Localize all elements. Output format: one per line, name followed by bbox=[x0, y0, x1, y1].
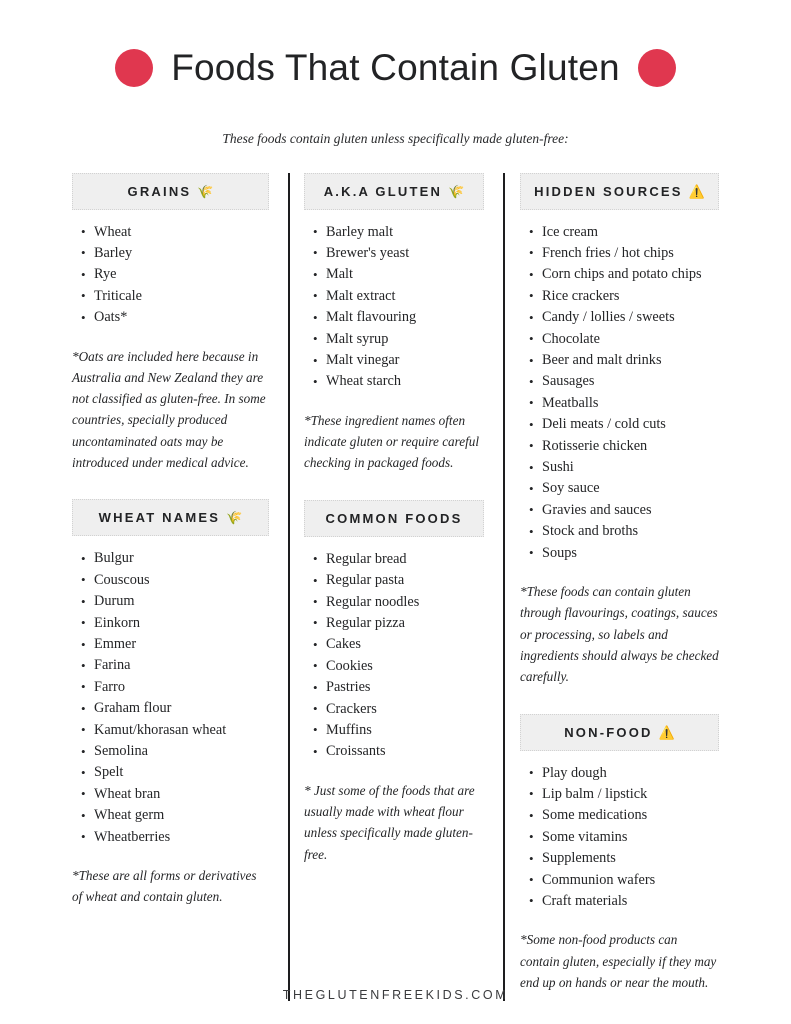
title-row bbox=[0, 22, 791, 114]
list-item: • Ice cream bbox=[542, 222, 719, 243]
list-item: • Spelt bbox=[94, 762, 269, 783]
section-aka-gluten bbox=[304, 173, 484, 474]
section-header-non-food bbox=[520, 714, 719, 751]
section-common-foods bbox=[304, 500, 484, 865]
page-title: Foods That Contain Gluten bbox=[171, 46, 620, 88]
list-item: • Communion wafers bbox=[542, 870, 719, 891]
section-wheat-names bbox=[72, 499, 269, 907]
note-aka-gluten: *These ingredient names often indicate gluten or require careful checking in packaged foods. bbox=[304, 412, 480, 471]
section-grains bbox=[72, 173, 269, 474]
list-item: • Wheat germ bbox=[94, 805, 269, 826]
list-item: • Crackers bbox=[326, 699, 484, 720]
list-aka-gluten bbox=[304, 222, 484, 393]
list-item: • Oats* bbox=[94, 307, 269, 328]
list-item: • Some medications bbox=[542, 805, 719, 826]
list-item: • Some vitamins bbox=[542, 827, 719, 848]
list-item: • Rotisserie chicken bbox=[542, 436, 719, 457]
list-item: • Bulgur bbox=[94, 548, 269, 569]
list-item: • Emmer bbox=[94, 634, 269, 655]
list-item: • Malt flavouring bbox=[326, 307, 484, 328]
list-non-food bbox=[520, 763, 719, 913]
list-item: • Wheatberries bbox=[94, 827, 269, 848]
list-item: • Malt extract bbox=[326, 286, 484, 307]
section-header-hidden-sources bbox=[520, 173, 719, 210]
list-item: • Einkorn bbox=[94, 613, 269, 634]
list-grains bbox=[72, 222, 269, 329]
section-title-hidden-sources: HIDDEN SOURCES bbox=[534, 183, 683, 199]
warning-triangle-icon: ⚠️ bbox=[688, 183, 705, 199]
list-item: • Semolina bbox=[94, 741, 269, 762]
list-item: • Corn chips and potato chips bbox=[542, 264, 719, 285]
section-title-wheat-names: WHEAT NAMES bbox=[98, 510, 221, 526]
section-non-food bbox=[520, 714, 719, 994]
section-header-common-foods bbox=[304, 500, 484, 537]
list-item: • Triticale bbox=[94, 286, 269, 307]
grain-sheaf-icon: 🌾 bbox=[448, 183, 465, 199]
list-item: • Meatballs bbox=[542, 393, 719, 414]
list-item: • Wheat starch bbox=[326, 371, 484, 392]
list-item: • Regular noodles bbox=[326, 592, 484, 613]
list-item: • Play dough bbox=[542, 763, 719, 784]
list-item: • Farro bbox=[94, 677, 269, 698]
footer-site-url: THEGLUTENFREEKIDS.COM bbox=[282, 988, 509, 1002]
list-item: • Barley malt bbox=[326, 222, 484, 243]
list-item: • Wheat bran bbox=[94, 784, 269, 805]
list-item: • Brewer's yeast bbox=[326, 243, 484, 264]
column-2 bbox=[287, 173, 502, 879]
list-item: • Deli meats / cold cuts bbox=[542, 414, 719, 435]
note-wheat-names: *These are all forms or derivatives of wheat and contain gluten. bbox=[72, 868, 257, 905]
list-item: • Beer and malt drinks bbox=[542, 350, 719, 371]
list-item: • Couscous bbox=[94, 570, 269, 591]
list-item: • Barley bbox=[94, 243, 269, 264]
list-item: • Cookies bbox=[326, 656, 484, 677]
list-item: • Sausages bbox=[542, 371, 719, 392]
list-item: • Rye bbox=[94, 264, 269, 285]
list-item: • Supplements bbox=[542, 848, 719, 869]
grain-sheaf-icon: 🌾 bbox=[197, 183, 214, 199]
list-item: • Croissants bbox=[326, 741, 484, 762]
column-3 bbox=[502, 173, 719, 1007]
columns-container bbox=[0, 173, 791, 1007]
list-item: • Stock and broths bbox=[542, 521, 719, 542]
red-circle-icon-left bbox=[115, 49, 153, 87]
section-header-aka-gluten bbox=[304, 173, 484, 210]
note-hidden-sources: *These foods can contain gluten through flavourings, coatings, sauces or processing, so labels and ingredients should always be checked carefully. bbox=[520, 584, 719, 685]
list-item: • Candy / lollies / sweets bbox=[542, 307, 719, 328]
section-title-common-foods: COMMON FOODS bbox=[325, 510, 463, 526]
list-item: • Craft materials bbox=[542, 891, 719, 912]
list-item: • Wheat bbox=[94, 222, 269, 243]
list-item: • Regular pasta bbox=[326, 570, 484, 591]
list-item: • French fries / hot chips bbox=[542, 243, 719, 264]
note-grains: *Oats are included here because in Australia and New Zealand they are not classified as gluten-free. In some countries, specially produced uncontaminated oats may be introduced under medical advice. bbox=[72, 348, 266, 471]
list-common-foods bbox=[304, 549, 484, 763]
red-circle-icon-right bbox=[638, 49, 676, 87]
column-1 bbox=[72, 173, 287, 921]
list-item: • Gravies and sauces bbox=[542, 500, 719, 521]
list-item: • Malt syrup bbox=[326, 329, 484, 350]
section-title-aka-gluten: A.K.A GLUTEN bbox=[323, 183, 443, 199]
warning-triangle-icon: ⚠️ bbox=[658, 724, 675, 740]
note-non-food: *Some non-food products can contain gluten, especially if they may end up on hands or near the mouth. bbox=[520, 932, 717, 990]
grain-sheaf-icon: 🌾 bbox=[226, 510, 243, 526]
list-item: • Sushi bbox=[542, 457, 719, 478]
list-item: • Malt bbox=[326, 264, 484, 285]
list-item: • Muffins bbox=[326, 720, 484, 741]
list-item: • Rice crackers bbox=[542, 286, 719, 307]
list-item: • Chocolate bbox=[542, 329, 719, 350]
list-item: • Farina bbox=[94, 655, 269, 676]
list-item: • Pastries bbox=[326, 677, 484, 698]
list-item: • Soy sauce bbox=[542, 478, 719, 499]
note-common-foods: * Just some of the foods that are usually made with wheat flour unless specifically made gluten-free. bbox=[304, 782, 475, 862]
list-wheat-names bbox=[72, 548, 269, 848]
list-item: • Soups bbox=[542, 543, 719, 564]
list-item: • Cakes bbox=[326, 634, 484, 655]
list-item: • Malt vinegar bbox=[326, 350, 484, 371]
list-hidden-sources bbox=[520, 222, 719, 565]
list-item: • Regular bread bbox=[326, 549, 484, 570]
page-header bbox=[0, 0, 791, 147]
list-item: • Durum bbox=[94, 591, 269, 612]
section-title-non-food: NON-FOOD bbox=[564, 724, 653, 740]
page-subtitle: These foods contain gluten unless specifically made gluten-free: bbox=[222, 130, 569, 146]
section-header-wheat-names bbox=[72, 499, 269, 536]
list-item: • Graham flour bbox=[94, 698, 269, 719]
section-title-grains: GRAINS bbox=[127, 183, 192, 199]
list-item: • Kamut/khorasan wheat bbox=[94, 720, 269, 741]
section-header-grains bbox=[72, 173, 269, 210]
section-hidden-sources bbox=[520, 173, 719, 688]
list-item: • Lip balm / lipstick bbox=[542, 784, 719, 805]
list-item: • Regular pizza bbox=[326, 613, 484, 634]
